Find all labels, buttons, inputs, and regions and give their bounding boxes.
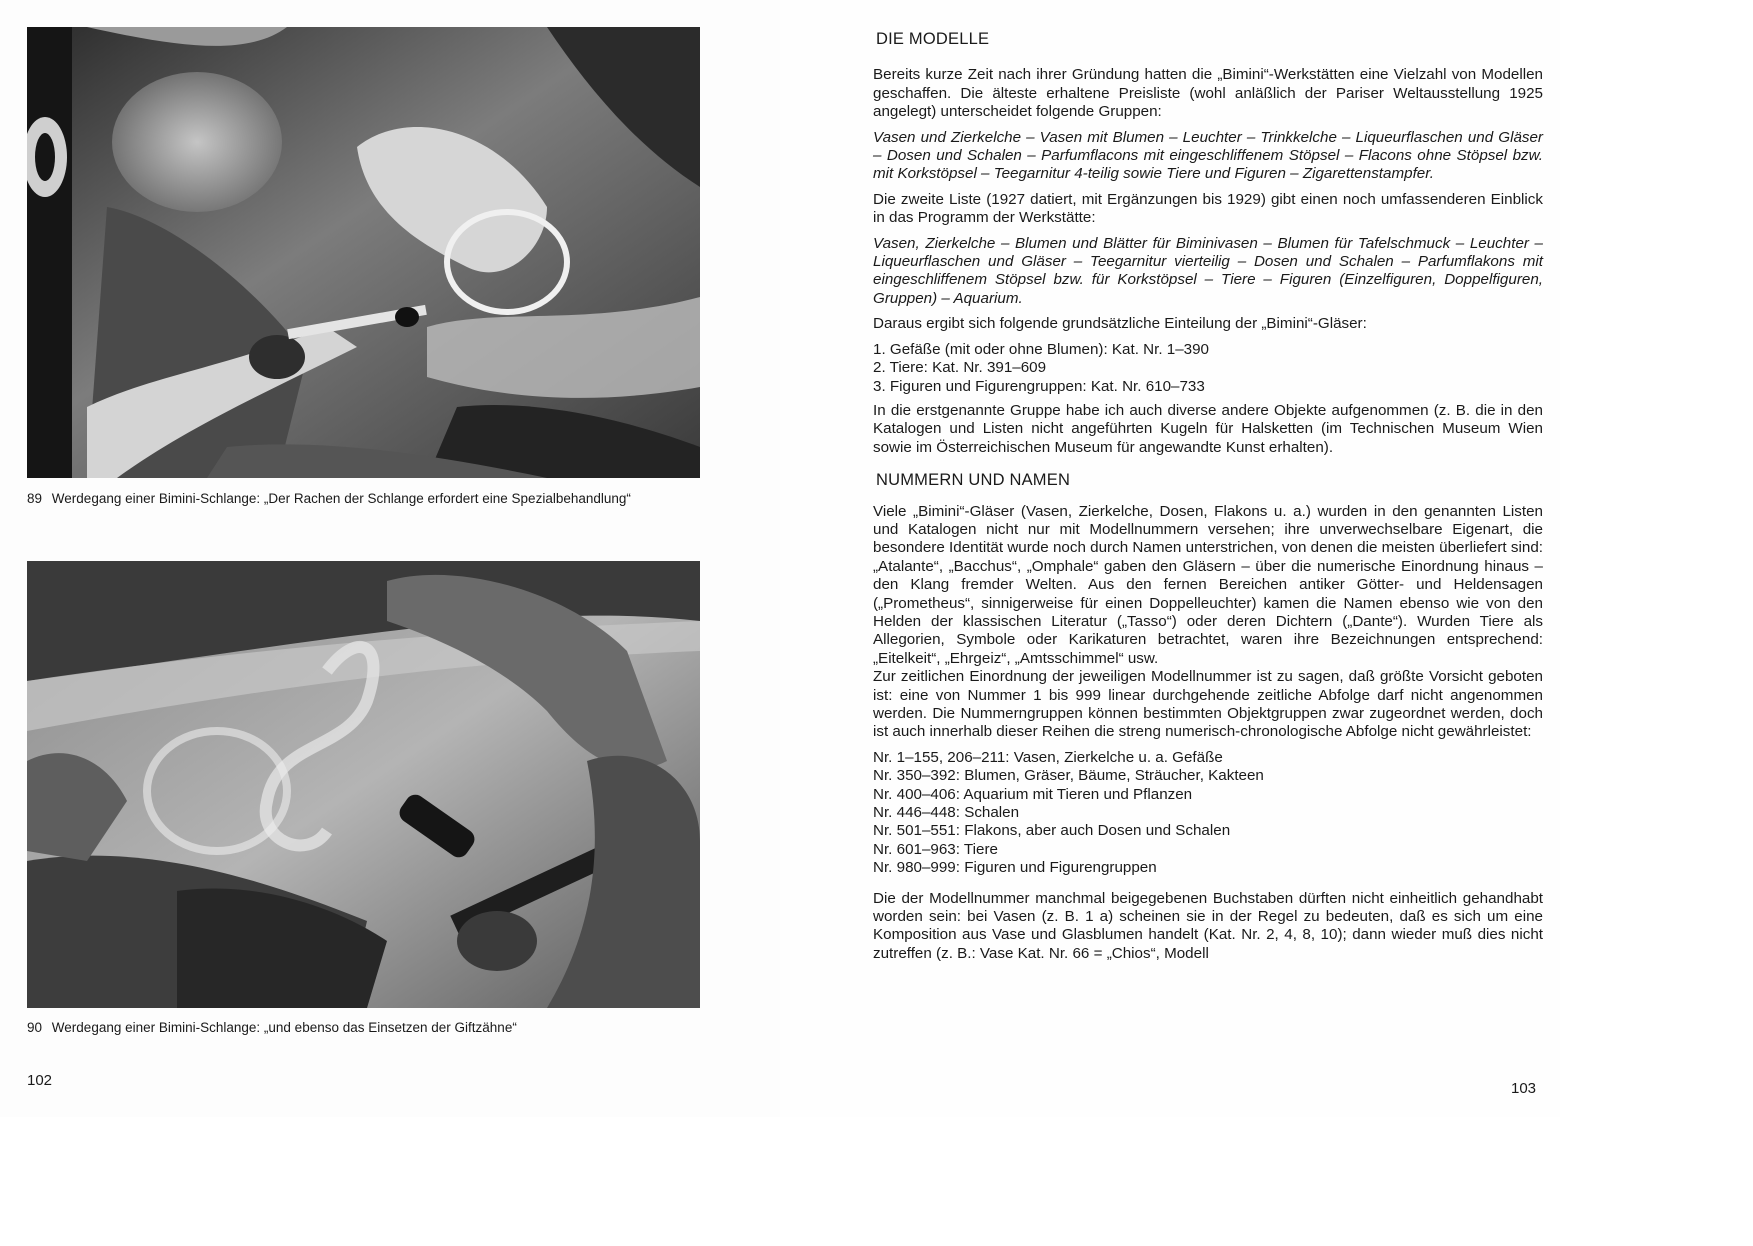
photo-snake-fangs	[27, 561, 700, 1008]
paragraph-italic-list: Vasen und Zierkelche – Vasen mit Blumen – Leuchter – Trinkkelche – Liqueurflaschen und Gläser – Dosen und Schalen – Parfumflacons mit eingeschliffenem Stöpsel – Flacons ohne Stöpsel bzw. mit Korkstöpsel – Teegarnitur 4-teilig sowie Tiere und Figuren – Zigarettenstampfer.	[873, 128, 1543, 183]
figure-number: 90	[27, 1020, 43, 1035]
paragraph: Die zweite Liste (1927 datiert, mit Ergänzungen bis 1929) gibt einen noch umfassenderen Einblick in das Programm der Werkstätte:	[873, 190, 1543, 227]
caption-text: Werdegang einer Bimini-Schlange: „Der Rachen der Schlange erfordert eine Spezialbehandlung“	[51, 491, 631, 506]
section-heading-modelle: DIE MODELLE	[876, 30, 990, 48]
paragraph: Bereits kurze Zeit nach ihrer Gründung hatten die „Bimini“-Werkstätten eine Vielzahl von Modellen geschaffen. Die älteste erhaltene Preisliste (wohl anläßlich der Pariser Weltausstellung 1925 angelegt) unterscheidet folgende Gruppen:	[873, 66, 1543, 121]
left-page	[0, 0, 780, 1117]
list-item: Nr. 980–999: Figuren und Figurengruppen	[873, 859, 1157, 877]
photo-snake-jaw	[27, 27, 700, 478]
page-number-left: 102	[27, 1072, 53, 1089]
list-item: Nr. 1–155, 206–211: Vasen, Zierkelche u. a. Gefäße	[873, 748, 1223, 766]
caption-figure-89	[27, 490, 700, 507]
list-item: 3. Figuren und Figurengruppen: Kat. Nr. 610–733	[873, 377, 1205, 395]
paragraph: Viele „Bimini“-Gläser (Vasen, Zierkelche, Dosen, Flakons u. a.) wurden in den genannten Listen und Katalogen nicht nur mit Modellnummern versehen; ihre unverwechselbare Eigenart, die besondere Identität wurde noch durch Namen unterstrichen, von denen die meisten überliefert sind: „Atalante“, „Bacchus“, „Omphale“ gaben den Gläsern – über die numerische Einordnung hinaus – den Klang fremder Welten. Aus den fernen Bereichen antiker Götter- und Heldensagen („Prometheus“, sinnigerweise für einen Doppelleuchter) kamen die Namen ebenso wie von den Helden der klassischen Literatur („Tasso“) oder deren Dichtern („Dante“). Wurden Tiere als Allegorien, Symbole oder Karikaturen betrachtet, waren ihre Bezeichnungen entsprechend: „Eitelkeit“, „Ehrgeiz“, „Amtsschimmel“ usw.	[873, 502, 1543, 667]
list-item: Nr. 501–551: Flakons, aber auch Dosen und Schalen	[873, 822, 1231, 840]
figure-number: 89	[27, 491, 43, 506]
list-item: Nr. 350–392: Blumen, Gräser, Bäume, Sträucher, Kakteen	[873, 767, 1264, 785]
list-item: 2. Tiere: Kat. Nr. 391–609	[873, 359, 1047, 377]
section-heading-nummern: NUMMERN UND NAMEN	[876, 471, 1071, 490]
caption-figure-90	[27, 1019, 700, 1036]
group-list	[873, 341, 1543, 396]
list-item: 1. Gefäße (mit oder ohne Blumen): Kat. Nr. 1–390	[873, 340, 1209, 358]
list-item: Nr. 601–963: Tiere	[873, 840, 998, 858]
paragraph: In die erstgenannte Gruppe habe ich auch diverse andere Objekte aufgenommen (z. B. die in den Katalogen und Listen nicht angeführten Kugeln für Halsketten (im Technischen Museum Wien sowie im Österreichischen Museum für angewandte Kunst erhalten).	[873, 401, 1543, 456]
paragraph: Daraus ergibt sich folgende grundsätzliche Einteilung der „Bimini“-Gläser:	[873, 315, 1367, 333]
list-item: Nr. 446–448: Schalen	[873, 804, 1020, 822]
paragraph: Zur zeitlichen Einordnung der jeweiligen Modellnummer ist zu sagen, daß größte Vorsicht geboten ist: eine von Nummer 1 bis 999 linear durchgehende zeitliche Abfolge darf nicht angenommen werden. Die Nummerngruppen können bestimmten Objektgruppen zwar zugeordnet werden, doch ist auch innerhalb dieser Reihen die streng numerisch-chronologische Abfolge nicht gewährleistet:	[873, 668, 1543, 741]
list-item: Nr. 400–406: Aquarium mit Tieren und Pflanzen	[873, 785, 1193, 803]
body-text-column	[873, 30, 1543, 970]
number-range-list	[873, 749, 1543, 878]
page-number-right: 103	[1511, 1080, 1537, 1097]
caption-text: Werdegang einer Bimini-Schlange: „und ebenso das Einsetzen der Giftzähne“	[51, 1020, 517, 1035]
paragraph: Die der Modellnummer manchmal beigegebenen Buchstaben dürften nicht einheitlich gehandhabt worden sein: bei Vasen (z. B. 1 a) scheinen sie in der Regel zu bedeuten, daß es sich um eine Komposition aus Vase und Glasblumen handelt (Kat. Nr. 2, 4, 8, 10); dann wieder muß dies nicht zutreffen (z. B.: Vase Kat. Nr. 66 = „Chios“, Modell	[873, 889, 1543, 962]
paragraph-italic-list: Vasen, Zierkelche – Blumen und Blätter für Biminivasen – Blumen für Tafelschmuck – Leuchter – Liqueurflaschen und Gläser – Teegarnitur vierteilig – Dosen und Schalen – Parfumflakons mit eingeschliffenem Stöpsel bzw. für Korkstöpsel – Tiere – Figuren (Einzelfiguren, Doppelfiguren, Gruppen) – Aquarium.	[873, 234, 1543, 307]
